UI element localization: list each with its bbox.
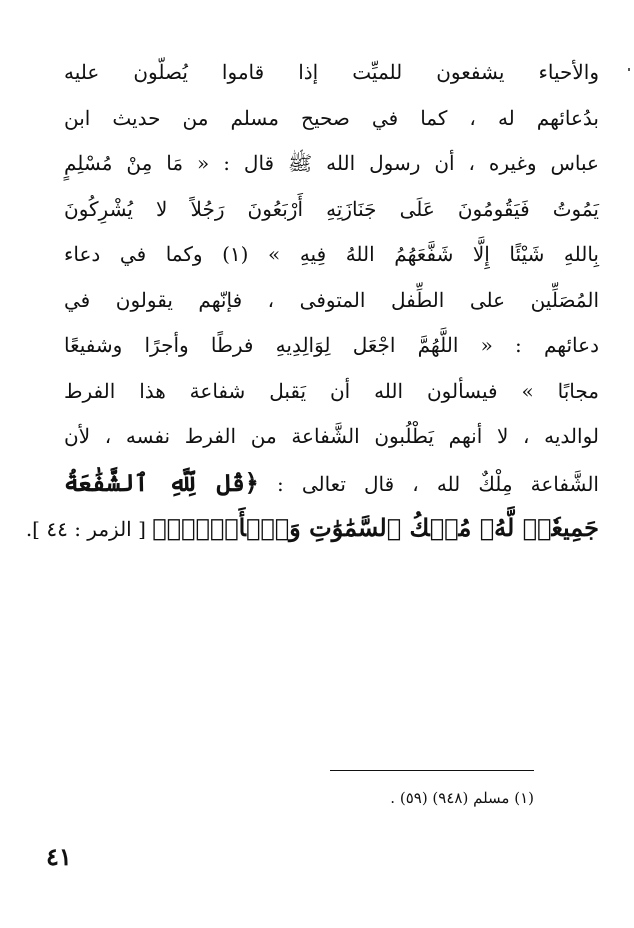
footnote-divider [330,770,534,771]
quran-verse-part-1: ﴿قُل لِّلَّهِ ٱلشَّفَٰعَةُ [64,467,259,497]
body-line-10 [64,460,599,506]
body-line-11 [25,505,599,551]
body-line-1: والأحياء يشفعون للميِّت إذا قاموا يُصلّون عليه [64,60,599,84]
body-line-4: يَمُوتُ فَيَقُومُونَ عَلَى جَنَازَتِهِ أَرْبَعُونَ رَجُلاً لا يُشْرِكُونَ [64,196,599,221]
body-line-5: بِاللهِ شَيْئًا إِلَّا شَفَّعَهُمُ اللهُ فِيهِ » (١) وكما في دعاء [64,242,599,266]
quran-verse-part-2: جَمِيعٗاۖ لَّهُۥ مُلۡكُ ٱلسَّمَٰوَٰتِ وَٱلۡأَرۡضِۖ﴾ [152,513,599,542]
margin-mark [628,68,630,71]
body-line-3: عباس وغيره ، أن رسول الله ﷺ قال : « مَا مِنْ مُسْلِمٍ [64,151,599,175]
body-line-9: لوالديه ، لا أنهم يَطْلُبون الشَّفاعة من الفرط نفسه ، لأن [64,424,599,448]
body-line-6: المُصَلِّين على الطِّفل المتوفى ، فإنّهم يقولون في [64,287,599,312]
body-text [25,50,599,551]
body-line-8: مجابًا » فيسألون الله أن يَقبل شفاعة هذا الفرط [64,378,599,403]
verse-reference: [ الزمر : ٤٤ ]. [25,517,146,541]
body-line-7: دعائهم : « اللَّهُمَّ اجْعَل لِوَالِدِيهِ فرطًا وأجرًا وشفيعًا [64,333,599,357]
footnote: (١) مسلم (٩٤٨) (٥٩) . [390,789,534,807]
body-line-10-text: الشَّفاعة مِلْكٌ لله ، قال تعالى : [276,471,599,496]
page-number: ٤١ [46,842,72,871]
body-line-2: بدُعائهم له ، كما في صحيح مسلم من حديث ابن [64,105,599,130]
